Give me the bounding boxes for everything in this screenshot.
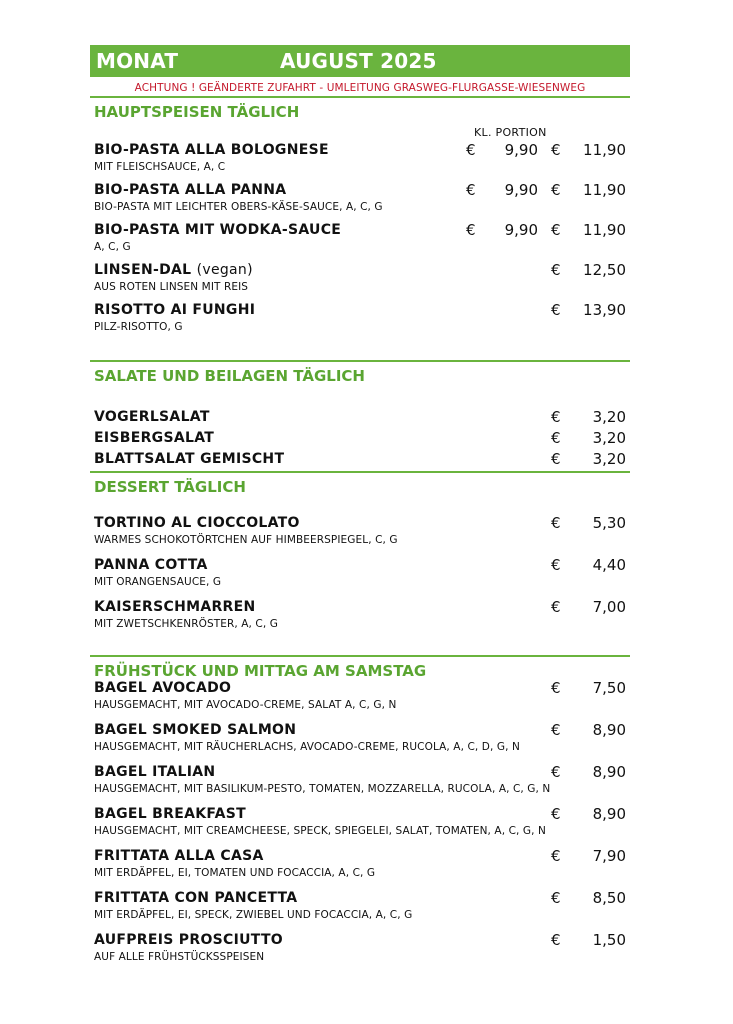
price-value: 7,00 [592, 598, 626, 616]
item-description: MIT FLEISCHSAUCE, A, C [94, 161, 226, 173]
fruehstueck-list [90, 679, 630, 965]
item-name [90, 889, 630, 908]
item-name-text: BIO-PASTA ALLA PANNA [94, 182, 287, 198]
price-value: 11,90 [583, 221, 626, 239]
item-name [90, 141, 630, 160]
item-name-text: FRITTATA ALLA CASA [94, 848, 264, 864]
item-name-text: LINSEN-DAL [94, 262, 192, 278]
currency-symbol: € [551, 221, 561, 239]
section-dessert [90, 471, 630, 632]
item-description: AUS ROTEN LINSEN MIT REIS [94, 281, 249, 293]
price-value: 12,50 [583, 261, 626, 279]
menu-item [90, 429, 630, 448]
currency-symbol: € [551, 763, 561, 781]
currency-symbol: € [466, 181, 476, 199]
currency-symbol: € [551, 450, 561, 468]
item-name-text: TORTINO AL CIOCCOLATO [94, 515, 300, 531]
menu-item [90, 514, 630, 548]
item-name [90, 598, 630, 617]
price-value: 1,50 [592, 931, 626, 949]
item-name-text: FRITTATA CON PANCETTA [94, 890, 298, 906]
column-header [90, 123, 630, 141]
price-value: 11,90 [583, 181, 626, 199]
item-description: HAUSGEMACHT, MIT AVOCADO-CREME, SALAT A, C, G, N [94, 699, 397, 711]
hauptspeisen-list [90, 141, 630, 335]
access-notice: ACHTUNG ! GEÄNDERTE ZUFAHRT - UMLEITUNG GRASWEG-FLURGASSE-WIESENWEG [90, 77, 630, 98]
currency-symbol: € [551, 408, 561, 426]
price-value: 7,50 [592, 679, 626, 697]
dessert-list [90, 514, 630, 632]
menu-item [90, 261, 630, 295]
price-value: 8,90 [592, 721, 626, 739]
item-name [90, 931, 630, 950]
menu-item [90, 450, 630, 469]
item-name [90, 408, 630, 427]
currency-symbol: € [551, 301, 561, 319]
currency-symbol: € [551, 181, 561, 199]
item-name-text: BAGEL BREAKFAST [94, 806, 246, 822]
item-description: BIO-PASTA MIT LEICHTER OBERS-KÄSE-SAUCE, A, C, G [94, 201, 383, 213]
currency-symbol: € [551, 141, 561, 159]
currency-symbol: € [466, 221, 476, 239]
price-value: 7,90 [592, 847, 626, 865]
item-name [90, 556, 630, 575]
item-name [90, 181, 630, 200]
item-name [90, 763, 630, 782]
item-name-text: BAGEL AVOCADO [94, 680, 232, 696]
menu-item [90, 301, 630, 335]
item-name-text: BIO-PASTA MIT WODKA-SAUCE [94, 222, 342, 238]
item-description: HAUSGEMACHT, MIT RÄUCHERLACHS, AVOCADO-CREME, RUCOLA, A, C, D, G, N [94, 741, 520, 753]
item-description: MIT ZWETSCHKENRÖSTER, A, C, G [94, 618, 278, 630]
item-name-text: KAISERSCHMARREN [94, 599, 256, 615]
menu-item [90, 889, 630, 923]
item-name [90, 301, 630, 320]
item-name-text: PANNA COTTA [94, 557, 208, 573]
section-hauptspeisen [90, 98, 630, 335]
currency-symbol: € [551, 598, 561, 616]
section-title: DESSERT TÄGLICH [94, 478, 246, 496]
menu-item [90, 181, 630, 215]
item-description: AUF ALLE FRÜHSTÜCKSSPEISEN [94, 951, 265, 963]
currency-symbol: € [551, 721, 561, 739]
menu-item [90, 847, 630, 881]
menu-page [90, 45, 630, 973]
item-name [90, 805, 630, 824]
menu-item [90, 408, 630, 427]
section-title: SALATE UND BEILAGEN TÄGLICH [94, 367, 365, 385]
item-name [90, 450, 630, 469]
menu-item [90, 805, 630, 839]
currency-symbol: € [551, 805, 561, 823]
price-small: 9,90 [504, 181, 538, 199]
item-name-text: BLATTSALAT GEMISCHT [94, 451, 285, 467]
menu-item [90, 221, 630, 255]
currency-symbol: € [551, 514, 561, 532]
currency-symbol: € [551, 679, 561, 697]
currency-symbol: € [551, 556, 561, 574]
menu-item [90, 763, 630, 797]
item-name [90, 514, 630, 533]
menu-item [90, 679, 630, 713]
price-small: 9,90 [504, 221, 538, 239]
price-value: 3,20 [592, 408, 626, 426]
section-salate [90, 360, 630, 469]
item-description: MIT ERDÄPFEL, EI, SPECK, ZWIEBEL UND FOCACCIA, A, C, G [94, 909, 413, 921]
price-value: 3,20 [592, 429, 626, 447]
currency-symbol: € [551, 889, 561, 907]
price-value: 3,20 [592, 450, 626, 468]
item-name-text: VOGERLSALAT [94, 409, 210, 425]
item-name [90, 261, 630, 280]
item-name [90, 429, 630, 448]
column-small-portion: KL. PORTION [474, 126, 547, 139]
currency-symbol: € [466, 141, 476, 159]
price-value: 4,40 [592, 556, 626, 574]
item-note: (vegan) [196, 262, 253, 278]
price-small: 9,90 [504, 141, 538, 159]
price-value: 8,50 [592, 889, 626, 907]
price-value: 5,30 [592, 514, 626, 532]
currency-symbol: € [551, 261, 561, 279]
item-name-text: AUFPREIS PROSCIUTTO [94, 932, 284, 948]
menu-item [90, 931, 630, 965]
price-value: 8,90 [592, 805, 626, 823]
item-description: HAUSGEMACHT, MIT CREAMCHEESE, SPECK, SPIEGELEI, SALAT, TOMATEN, A, C, G, N [94, 825, 546, 837]
section-title: HAUPTSPEISEN TÄGLICH [94, 103, 300, 121]
item-description: HAUSGEMACHT, MIT BASILIKUM-PESTO, TOMATEN, MOZZARELLA, RUCOLA, A, C, G, N [94, 783, 551, 795]
month-date: AUGUST 2025 [280, 49, 437, 73]
item-name-text: BAGEL SMOKED SALMON [94, 722, 297, 738]
item-name-text: BIO-PASTA ALLA BOLOGNESE [94, 142, 329, 158]
currency-symbol: € [551, 931, 561, 949]
header-banner [90, 45, 630, 77]
item-name [90, 679, 630, 698]
item-description: WARMES SCHOKOTÖRTCHEN AUF HIMBEERSPIEGEL, C, G [94, 534, 398, 546]
item-name-text: RISOTTO AI FUNGHI [94, 302, 256, 318]
salate-list [90, 408, 630, 469]
currency-symbol: € [551, 847, 561, 865]
item-name [90, 221, 630, 240]
section-title: FRÜHSTÜCK UND MITTAG AM SAMSTAG [94, 662, 427, 680]
item-name-text: EISBERGSALAT [94, 430, 215, 446]
price-value: 8,90 [592, 763, 626, 781]
currency-symbol: € [551, 429, 561, 447]
price-value: 11,90 [583, 141, 626, 159]
item-name [90, 847, 630, 866]
item-description: MIT ERDÄPFEL, EI, TOMATEN UND FOCACCIA, A, C, G [94, 867, 376, 879]
month-label: MONAT [96, 49, 179, 73]
item-description: PILZ-RISOTTO, G [94, 321, 183, 333]
menu-item [90, 598, 630, 632]
item-name [90, 721, 630, 740]
item-description: MIT ORANGENSAUCE, G [94, 576, 222, 588]
item-name-text: BAGEL ITALIAN [94, 764, 216, 780]
menu-item [90, 721, 630, 755]
item-description: A, C, G [94, 241, 131, 253]
section-fruehstueck [90, 655, 630, 965]
price-value: 13,90 [583, 301, 626, 319]
menu-item [90, 556, 630, 590]
menu-item [90, 141, 630, 175]
